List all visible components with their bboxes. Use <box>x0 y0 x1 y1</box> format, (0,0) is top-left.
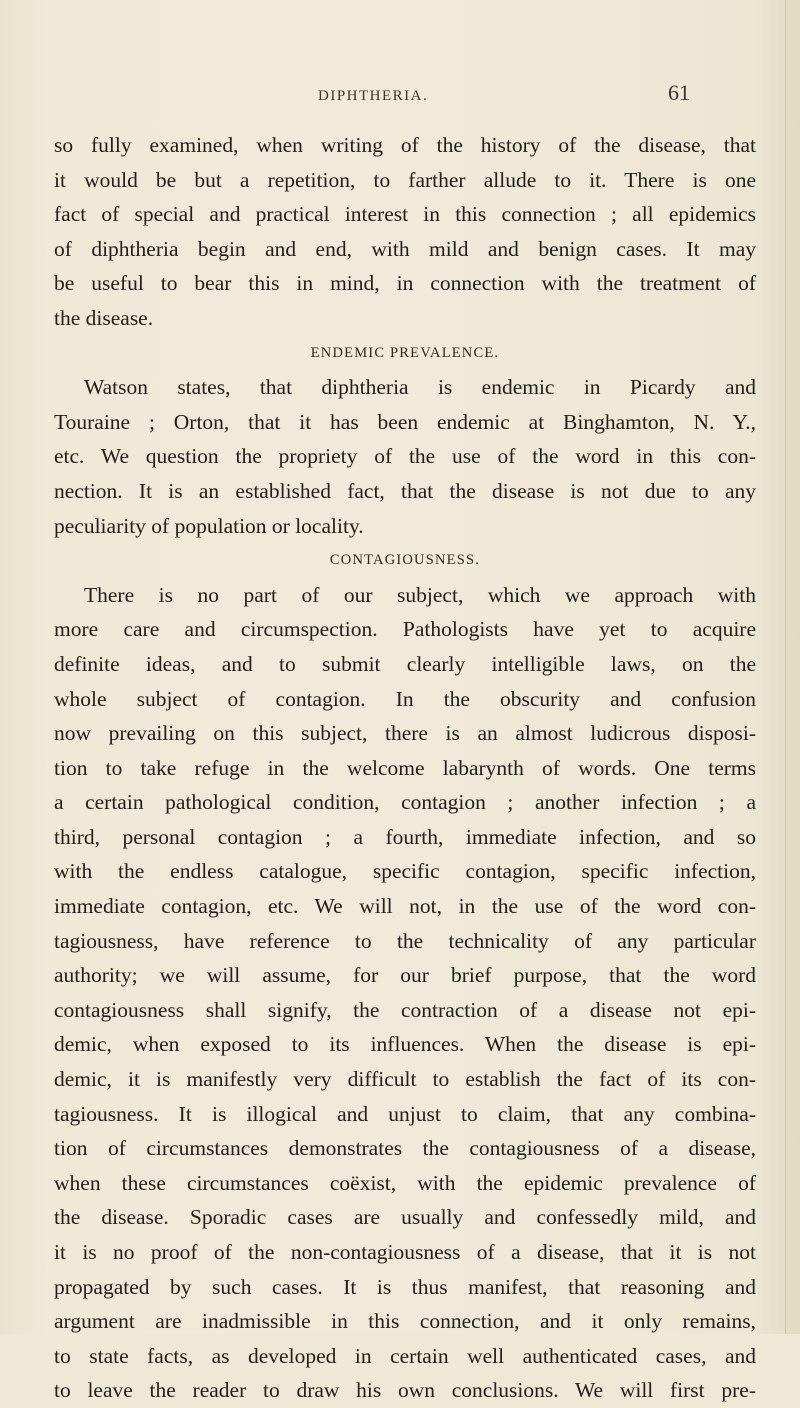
text-line: the disease. Sporadic cases are usually and confessedly mild, and <box>54 1205 756 1230</box>
text-line: There is no part of our subject, which we approach with <box>84 582 756 607</box>
text-line: demic, it is manifestly very difficult to establish the fact of its con- <box>54 1067 756 1092</box>
page-edge <box>785 0 786 1334</box>
text-line: with the endless catalogue, specific contagion, specific infection, <box>54 859 756 884</box>
text-line: a certain pathological condition, contagion ; another infection ; a <box>54 790 756 815</box>
text-line: peculiarity of population or locality. <box>54 513 364 538</box>
text-line: it would be but a repetition, to farther allude to it. There is one <box>54 167 756 192</box>
text-line: the disease. <box>54 305 154 330</box>
page-number: 61 <box>668 80 690 105</box>
section-heading-contagiousness: CONTAGIOUSNESS. <box>329 552 481 569</box>
text-line: to state facts, as developed in certain well authenticated cases, and <box>54 1343 756 1368</box>
text-line: Watson states, that diphtheria is endemic in Picardy and <box>84 375 756 400</box>
text-line: it is no proof of the non-contagiousness of a disease, that it is not <box>54 1240 756 1264</box>
body-text <box>54 128 756 1408</box>
text-line: demic, when exposed to its influences. When the disease is epi- <box>54 1032 756 1057</box>
text-line: tagiousness, have reference to the technicality of any particular <box>54 928 756 953</box>
text-line: more care and circumspection. Pathologists have yet to acquire <box>54 617 756 642</box>
text-line: tagiousness. It is illogical and unjust to claim, that any combina- <box>54 1101 756 1126</box>
text-line: contagiousness shall signify, the contraction of a disease not epi- <box>54 997 756 1022</box>
text-line: third, personal contagion ; a fourth, immediate infection, and so <box>54 824 756 849</box>
text-line: argument are inadmissible in this connection, and it only remains, <box>54 1309 756 1334</box>
text-line: so fully examined, when writing of the history of the disease, that <box>54 133 756 157</box>
text-line: immediate contagion, etc. We will not, in the use of the word con- <box>54 894 756 919</box>
text-line: whole subject of contagion. In the obscurity and confusion <box>54 686 756 711</box>
text-line: when these circumstances coëxist, with the epidemic prevalence of <box>54 1170 756 1195</box>
text-line: tion to take refuge in the welcome labarynth of words. One terms <box>54 755 756 780</box>
section-heading-endemic-prevalence: ENDEMIC PREVALENCE. <box>310 344 500 361</box>
text-line: authority; we will assume, for our brief purpose, that the word <box>54 963 756 988</box>
text-line: to leave the reader to draw his own conclusions. We will first pre- <box>54 1378 756 1403</box>
text-line: tion of circumstances demonstrates the contagiousness of a disease, <box>54 1136 756 1161</box>
text-line: fact of special and practical interest in this connection ; all epidemics <box>54 202 756 227</box>
text-line: nection. It is an established fact, that the disease is not due to any <box>54 478 756 503</box>
text-line: etc. We question the propriety of the use of the word in this con- <box>54 444 756 469</box>
text-line: Touraine ; Orton, that it has been endemic at Binghamton, N. Y., <box>54 409 756 434</box>
running-title: DIPHTHERIA. <box>318 88 429 104</box>
text-line: be useful to bear this in mind, in connection with the treatment of <box>54 271 756 296</box>
text-line: of diphtheria begin and end, with mild and benign cases. It may <box>54 236 756 261</box>
text-line: definite ideas, and to submit clearly intelligible laws, on the <box>54 651 756 676</box>
text-line: propagated by such cases. It is thus manifest, that reasoning and <box>54 1274 756 1299</box>
text-line: now prevailing on this subject, there is an almost ludicrous disposi- <box>54 721 756 746</box>
